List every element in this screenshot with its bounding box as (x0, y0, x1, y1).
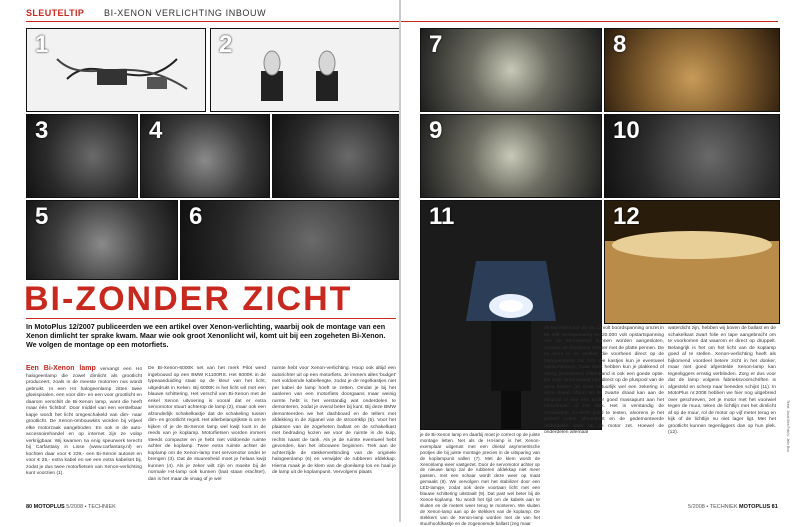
article-topic: BI-XENON VERLICHTING INBOUW (104, 8, 267, 18)
article-lead: In MotoPlus 12/2007 publiceerden we een artikel over Xenon-verlichting, waarbij ook de montage van een Xenon dimlicht ter sprake kwam. Maar wie ook groot Xenonlicht wil, komt uit bij een zogeheten Bi-Xenon. We volgen de montage op een motorfiets. (26, 322, 386, 350)
photo-number: 6 (189, 203, 203, 230)
photo-number: 4 (149, 117, 163, 144)
footer-right (688, 504, 778, 510)
body-column-3: ruimte hebt voor Xenon-verlichting. Hoop ook altijd een autorichter uit op een motorfiets. Je immers alles 'budget' met voldoende kabellengte, zodat je de regelkastjes niet per kabel de lamp hoeft te zetten. Omdat je bij het aanleren van een motorfiets doorgaans maar weinig ruimte hebt is het verstandig wat onderdelen te demonteren, zodat je overal beter bij kunt. Bij deze BMW demonteerden we het dashboard en de tellers met afdekking in de zijpanel van de stroomklip (5). Voor het plaatsen van de zogeheten ballast en de schakelkast met bedrading kozen we voor de ruimte in de kuip, rechts naast de tank. Als je de ruimte eventueel hebt gevonden, kan het inbouwen beginnen. Trek aan de achterzijde de stekkerverbinding van de originele halogeenlamp (6) en verwijder de rubberen afdekkap. Hierna maak je de klem van de gloeilamp los en haal je de lamp uit de koplampunit. Vervolgens plaats (272, 366, 396, 475)
photo-3 (26, 114, 138, 198)
photo-number: 3 (35, 117, 49, 144)
section-tag: SLEUTELTIP (26, 8, 85, 18)
photo-12 (604, 200, 780, 324)
photo-number: 11 (429, 203, 455, 230)
footer-brand-right: MOTOPLUS (739, 504, 771, 510)
footer-issue-left: 5/2008 • TECHNIEK (66, 504, 116, 510)
photo-9 (420, 114, 602, 198)
footer-brand-left: MOTOPLUS (33, 504, 65, 510)
photo-number: 10 (613, 117, 640, 144)
page-number-left: 80 (26, 504, 33, 510)
wiring-kit-illustration (27, 29, 205, 111)
photo-7 (420, 28, 602, 112)
header-rule (26, 21, 778, 22)
photo-number: 9 (429, 117, 443, 144)
photo-number: 7 (429, 31, 443, 58)
photo-number: 5 (35, 203, 49, 230)
body-column-5: de transformator die de 12 volt boordspanning omzet in 85 volt werkspanning en 20.000 volt opstartspanning van de Xenonlamp) kunnen worden aangesloten, evenals de draagloze stekker met de platte pennen. De ze komt in de stekker die voorheen direct op de halogeenlamp zat (10). De kastjes kun je eventueel vastschroeven, maar sterk hebben kun je plakkend of stevig (industrieel) klittenband is ook een goede optie. De rode stroomdraad kan direct op de pluspool van de accu komen (er moet natuurlijk wel een zekering in deze draad zitten) en de zwarte draad kan aan de minpool of aan een ander goed massapunt aan het motorframe of het blok. Het is verstandig de Xenonlamp nu eerst goed te testen, alvorens je het geheel netjes afmonteert en de gedemonteerde onderdelen weer op de motor zet. Hoewel de onderdelen allemaal (544, 326, 664, 435)
article-headline (24, 282, 352, 316)
photo-4 (140, 114, 270, 198)
page-number-right: 81 (771, 504, 778, 510)
photo-10 (604, 114, 780, 198)
footer-issue-right: 5/2008 • TECHNIEK (688, 504, 738, 510)
photo-6 (180, 200, 400, 280)
photo-number: 2 (219, 31, 233, 58)
photo-number: 8 (613, 31, 627, 58)
photo-1 (26, 28, 206, 112)
footer-left (26, 504, 116, 510)
photo-2 (210, 28, 400, 112)
body-column-1 (26, 366, 142, 478)
photo-5 (26, 200, 178, 280)
photo-4b (272, 114, 400, 198)
body-column-1-lead: Een Bi-Xenon lamp (26, 365, 96, 372)
body-column-1-text: vervangt een H4 halogeenlamp die zowel dimlicht als grootlicht produceert, zoals in de meeste motorren nus wordt gebruikt. In een H4 halogeenlamp zitten twee gloeispiralen, een voor dim- en een voor grootlicht en daarom verschilt de Bi-Xenon lamp, want die heeft maar één 'lichtbol'. Door middel van een verstelbaar kapje wordt het licht omgeschakeld van dim- naar grootlicht. De Xenon-ombouwkits worden bij vrijwel elke motorzaak aangeboden. En ook in de auto-accessoirehandel en op internet zijn ze volop verkrijgbaar. Wij kwamen na enig speurwerk terecht bij Carfantasy in Lisse (www.carfantasy.nl) en kochten daar voor € 229,- een Bi-Xenon autoset en voor € 25,- extra kabel en we een extra kabelset bij, zodat je dus twee motorfietsen van Xenon-verlichting kunt voorzien (1). (26, 367, 143, 476)
photo-number: 12 (613, 203, 640, 230)
headline-rule (26, 318, 396, 319)
body-column-6: waterdicht zijn, hebben wij boven de ballast en de schakelkast zwart folie en tape aangebracht om te voorkomen dat waarom er direct op druppelt. Belangrijk is het om het licht van de koplamp goed af te stellen. Xenon-verlichting heeft als bijkomend voordeel betere zicht in het donker, maar niet goed afgestelde Xenon-lamp kan tegenliggers ernstig verblinden. Zorg er dus voor dat de lamp volgens fabrieksvoorschriften is afgesteld en scherp naar beneden schijnt (11). In MotoPlus nr.2008 hebben we hier nog uitgebreid over geschreven, zet je motor met het voorwiel tegen de muur, teken de lichtlijn met het dimlicht af op de muur, rol de motor op vijf meter terug en kijk of de lichtlijn nu niet lager ligt. Met het grootlicht kunnen tegenliggers dan op hun plek. (12). (668, 326, 776, 435)
page-fold (399, 0, 401, 522)
body-column-4: je de Bi-Xenon lamp en daarbij moet je correct op de juiste montage letten. Net als de H4-lamp is het Xenon-exemplaar uitgerust met een drietal asymmetrische pootjes die bij juiste montage precies in de uitsparing van de koplampunit vallen (7). Met de klem wordt de Xenonlamp weer vastgezet. Door de servomotor achter op de nieuwe lamp zal de rubberen afdekkap niet meer passen, met een schaar wordt deze weer op maat gemaakt (8). We vervolgen met het stabilizer door een LED-lampje, zodat ook deze voortaan licht met een blauwe schittering uitstraalt (9). Dat past wel beter bij de Xenon-koplamp. Nu wordt het tijd om de kabels aan te sluiten en de meters weer terug te monteren. We sluiten de Xenon-lamp aan op de stekkers van de koplamp. De stekkers van de Xenon-lamp worden met de van het stuurhoofdkastje en de zogenoemde ballast (zeg maar (420, 432, 540, 526)
headline-part-1: BI-ZONDER (24, 280, 231, 318)
photo-number: 1 (35, 31, 49, 58)
headline-part-2: ZICHT (242, 280, 353, 318)
photo-8 (604, 28, 780, 112)
photo-credit: Tekst: Joost Bos Foto's: Jelle Bos (786, 400, 790, 453)
xenon-bulbs-illustration (211, 29, 399, 111)
body-column-2: De Bi-Xenon-6000K set van het merk Pilot werd ingebouwd op een BMW K1100RS. Het 6000K in de typeaanduiding staat op de kleur van het licht, uitgedrukt in Kelvin. Bij 6000K is het licht wit met een blauwe schittering. Het verschil van Bi-Xenon met de enkel Xenon uitvoering is vooral dat er extra servomotor stuurt achterop de lamp (2), maar ook een afzonderlijk schakelkastje dat de schakeling tussen dim- en grootlicht regelt. Het allerbelangrijkste is om te kijken of je de Bi-Xenon lamp wel kwijt kunt in de reeds van je koplamp. Motorfietsen worden immers steeds compacter en je hebt niet voldoende ruimte achter de koplamp. Twee extra ruimte achter de koplamp om de Xenon-lamp met servomotor onder te brengen (3). Dat de stuurenheid moet je helaas kwijt kunnen (4). Als je zeker wilt zijn en moeite bij de normale H4-lamp ook kunnen (laat staan erachter), dan is het maar de vraag of je wel (148, 366, 266, 482)
